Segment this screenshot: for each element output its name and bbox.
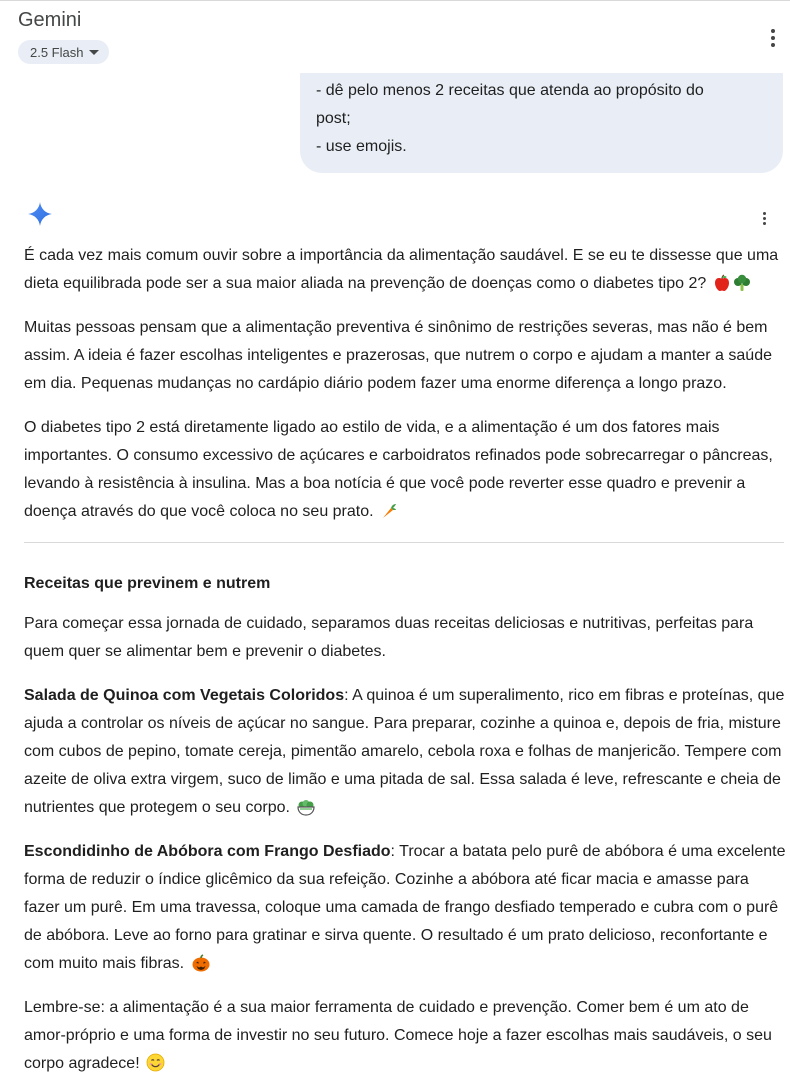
model-label: 2.5 Flash <box>30 44 84 60</box>
response-paragraph: É cada vez mais comum ouvir sobre a importância da alimentação saudável. E se eu te dissesse que uma dieta equilibrada pode ser a sua maior aliada na prevenção de doenças como o diabetes tipo 2? <box>24 247 779 292</box>
apple-emoji-icon <box>713 274 731 292</box>
model-selector[interactable] <box>18 40 109 64</box>
chevron-down-icon <box>89 50 99 55</box>
recipe-paragraph: Escondidinho de Abóbora com Frango Desfiado: Trocar a batata pelo purê de abóbora é uma excelente forma de reduzir o índice glicêmico da sua refeição. Cozinhe a abóbora até ficar macia e amasse para fazer um purê. Em uma travessa, coloque uma camada de frango desfiado temperado e cubra com o purê de abóbora. Leve ao forno para gratinar e sirva quente. O resultado é um prato delicioso, reconfortante e com muito mais fibras. <box>24 843 786 972</box>
smiling-face-emoji-icon <box>146 1053 165 1072</box>
response-paragraph: Lembre-se: a alimentação é a sua maior ferramenta de cuidado e prevenção. Comer bem é um ato de amor-próprio e uma forma de investir no seu futuro. Comece hoje a fazer escolhas mais saudáveis, o seu corpo agradece! <box>24 999 772 1072</box>
pumpkin-emoji-icon <box>191 954 211 972</box>
recipe-title: Salada de Quinoa com Vegetais Coloridos <box>24 687 345 704</box>
gemini-sparkle-icon <box>27 201 53 227</box>
user-message-bubble <box>300 73 783 173</box>
section-divider <box>24 542 784 543</box>
user-message-line: post; <box>316 110 351 127</box>
response-options-icon[interactable] <box>754 208 774 228</box>
response-paragraph: O diabetes tipo 2 está diretamente ligado ao estilo de vida, e a alimentação é um dos fatores mais importantes. O consumo excessivo de açúcares e carboidratos refinados pode sobrecarregar o pâncreas, levando à resistência à insulina. Mas a boa notícia é que você pode reverter esse quadro e prevenir a doença através do que você coloca no seu prato. <box>24 419 773 520</box>
recipe-paragraph: Salada de Quinoa com Vegetais Coloridos: A quinoa é um superalimento, rico em fibras e proteínas, que ajuda a controlar os níveis de açúcar no sangue. Para preparar, cozinhe a quinoa e, depois de fria, misture com cubos de pepino, tomate cereja, pimentão amarelo, cebola roxa e folhas de manjericão. Tempere com azeite de oliva extra virgem, suco de limão e uma pitada de sal. Essa salada é leve, refrescante e cheia de nutrientes que protegem o seu corpo. <box>24 687 785 816</box>
user-message-line: - dê pelo menos 2 receitas que atenda ao propósito do <box>316 82 704 99</box>
model-response <box>24 242 786 1090</box>
more-options-icon[interactable] <box>762 27 784 49</box>
response-paragraph: Muitas pessoas pensam que a alimentação preventiva é sinônimo de restrições severas, mas não é bem assim. A ideia é fazer escolhas inteligentes e prazerosas, que nutrem o corpo e ajudam a manter a saúde em dia. Pequenas mudanças no cardápio diário podem fazer uma enorme diferença a longo prazo. <box>24 319 772 392</box>
user-message-line: - use emojis. <box>316 138 407 155</box>
salad-emoji-icon <box>296 798 316 816</box>
section-heading: Receitas que previnem e nutrem <box>24 575 271 592</box>
broccoli-emoji-icon <box>733 274 751 292</box>
carrot-emoji-icon <box>380 502 398 520</box>
recipe-title: Escondidinho de Abóbora com Frango Desfiado <box>24 843 391 860</box>
app-title: Gemini <box>18 9 82 31</box>
response-paragraph: Para começar essa jornada de cuidado, separamos duas receitas deliciosas e nutritivas, perfeitas para quem quer se alimentar bem e prevenir o diabetes. <box>24 615 754 660</box>
